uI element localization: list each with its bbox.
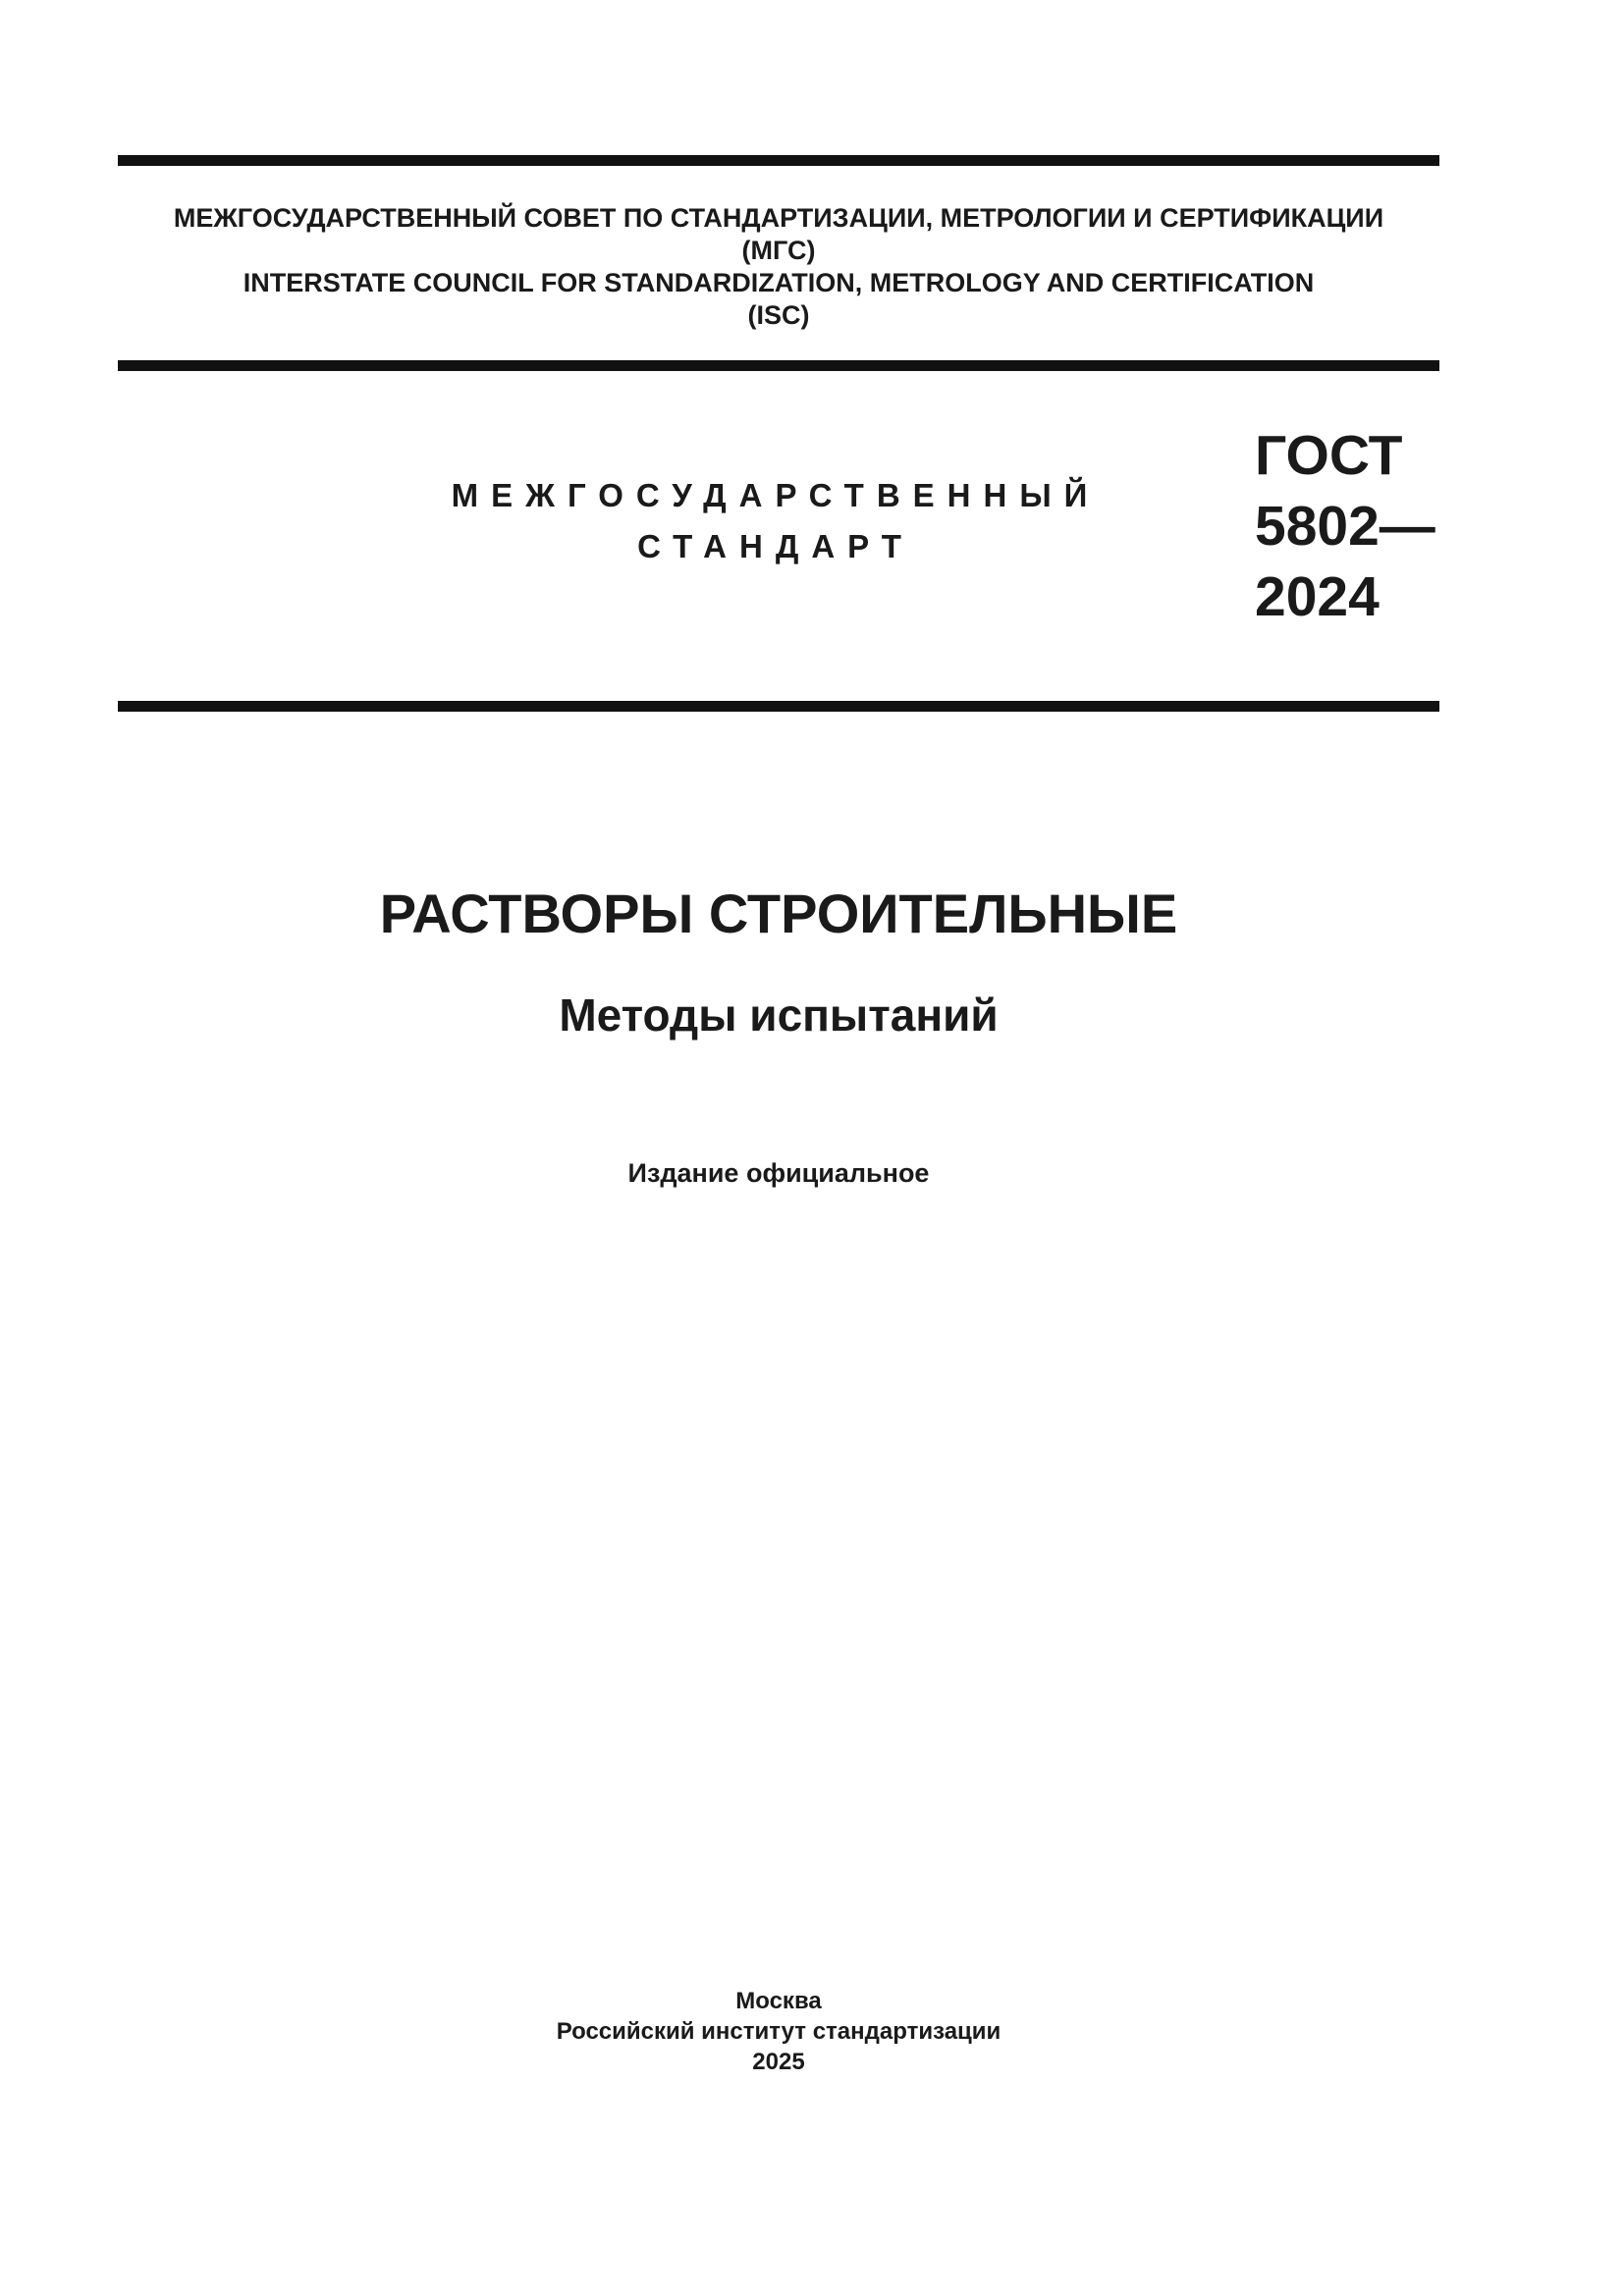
designation-line2: 5802— [1255, 495, 1435, 558]
publisher-city: Москва [735, 1988, 822, 2014]
council-abbr-en: (ISC) [747, 300, 810, 330]
council-header [118, 202, 1439, 332]
publisher-year: 2025 [752, 2049, 805, 2075]
designation-line3: 2024 [1255, 565, 1380, 628]
document-subtitle: Методы испытаний [559, 989, 999, 1041]
publisher-block [118, 1986, 1439, 2077]
standard-label-line2: СТАНДАРТ [637, 528, 914, 564]
designation-line1: ГОСТ [1255, 424, 1403, 487]
document-title: РАСТВОРЫ СТРОИТЕЛЬНЫЕ [379, 882, 1178, 944]
council-name-en: INTERSTATE COUNCIL FOR STANDARDIZATION, METROLOGY AND CERTIFICATION [243, 268, 1315, 297]
middle-rule [118, 360, 1439, 371]
council-name-ru: МЕЖГОСУДАРСТВЕННЫЙ СОВЕТ ПО СТАНДАРТИЗАЦИИ, МЕТРОЛОГИИ И СЕРТИФИКАЦИИ [173, 203, 1384, 233]
standard-designation [1255, 420, 1435, 632]
publisher-institute: Российский институт стандартизации [556, 2018, 1001, 2045]
council-abbr-ru: (МГС) [741, 236, 816, 265]
edition-note: Издание официальное [627, 1158, 930, 1188]
standard-label-line1: МЕЖГОСУДАРСТВЕННЫЙ [451, 477, 1101, 513]
top-rule [118, 155, 1439, 166]
bottom-rule [118, 701, 1439, 712]
